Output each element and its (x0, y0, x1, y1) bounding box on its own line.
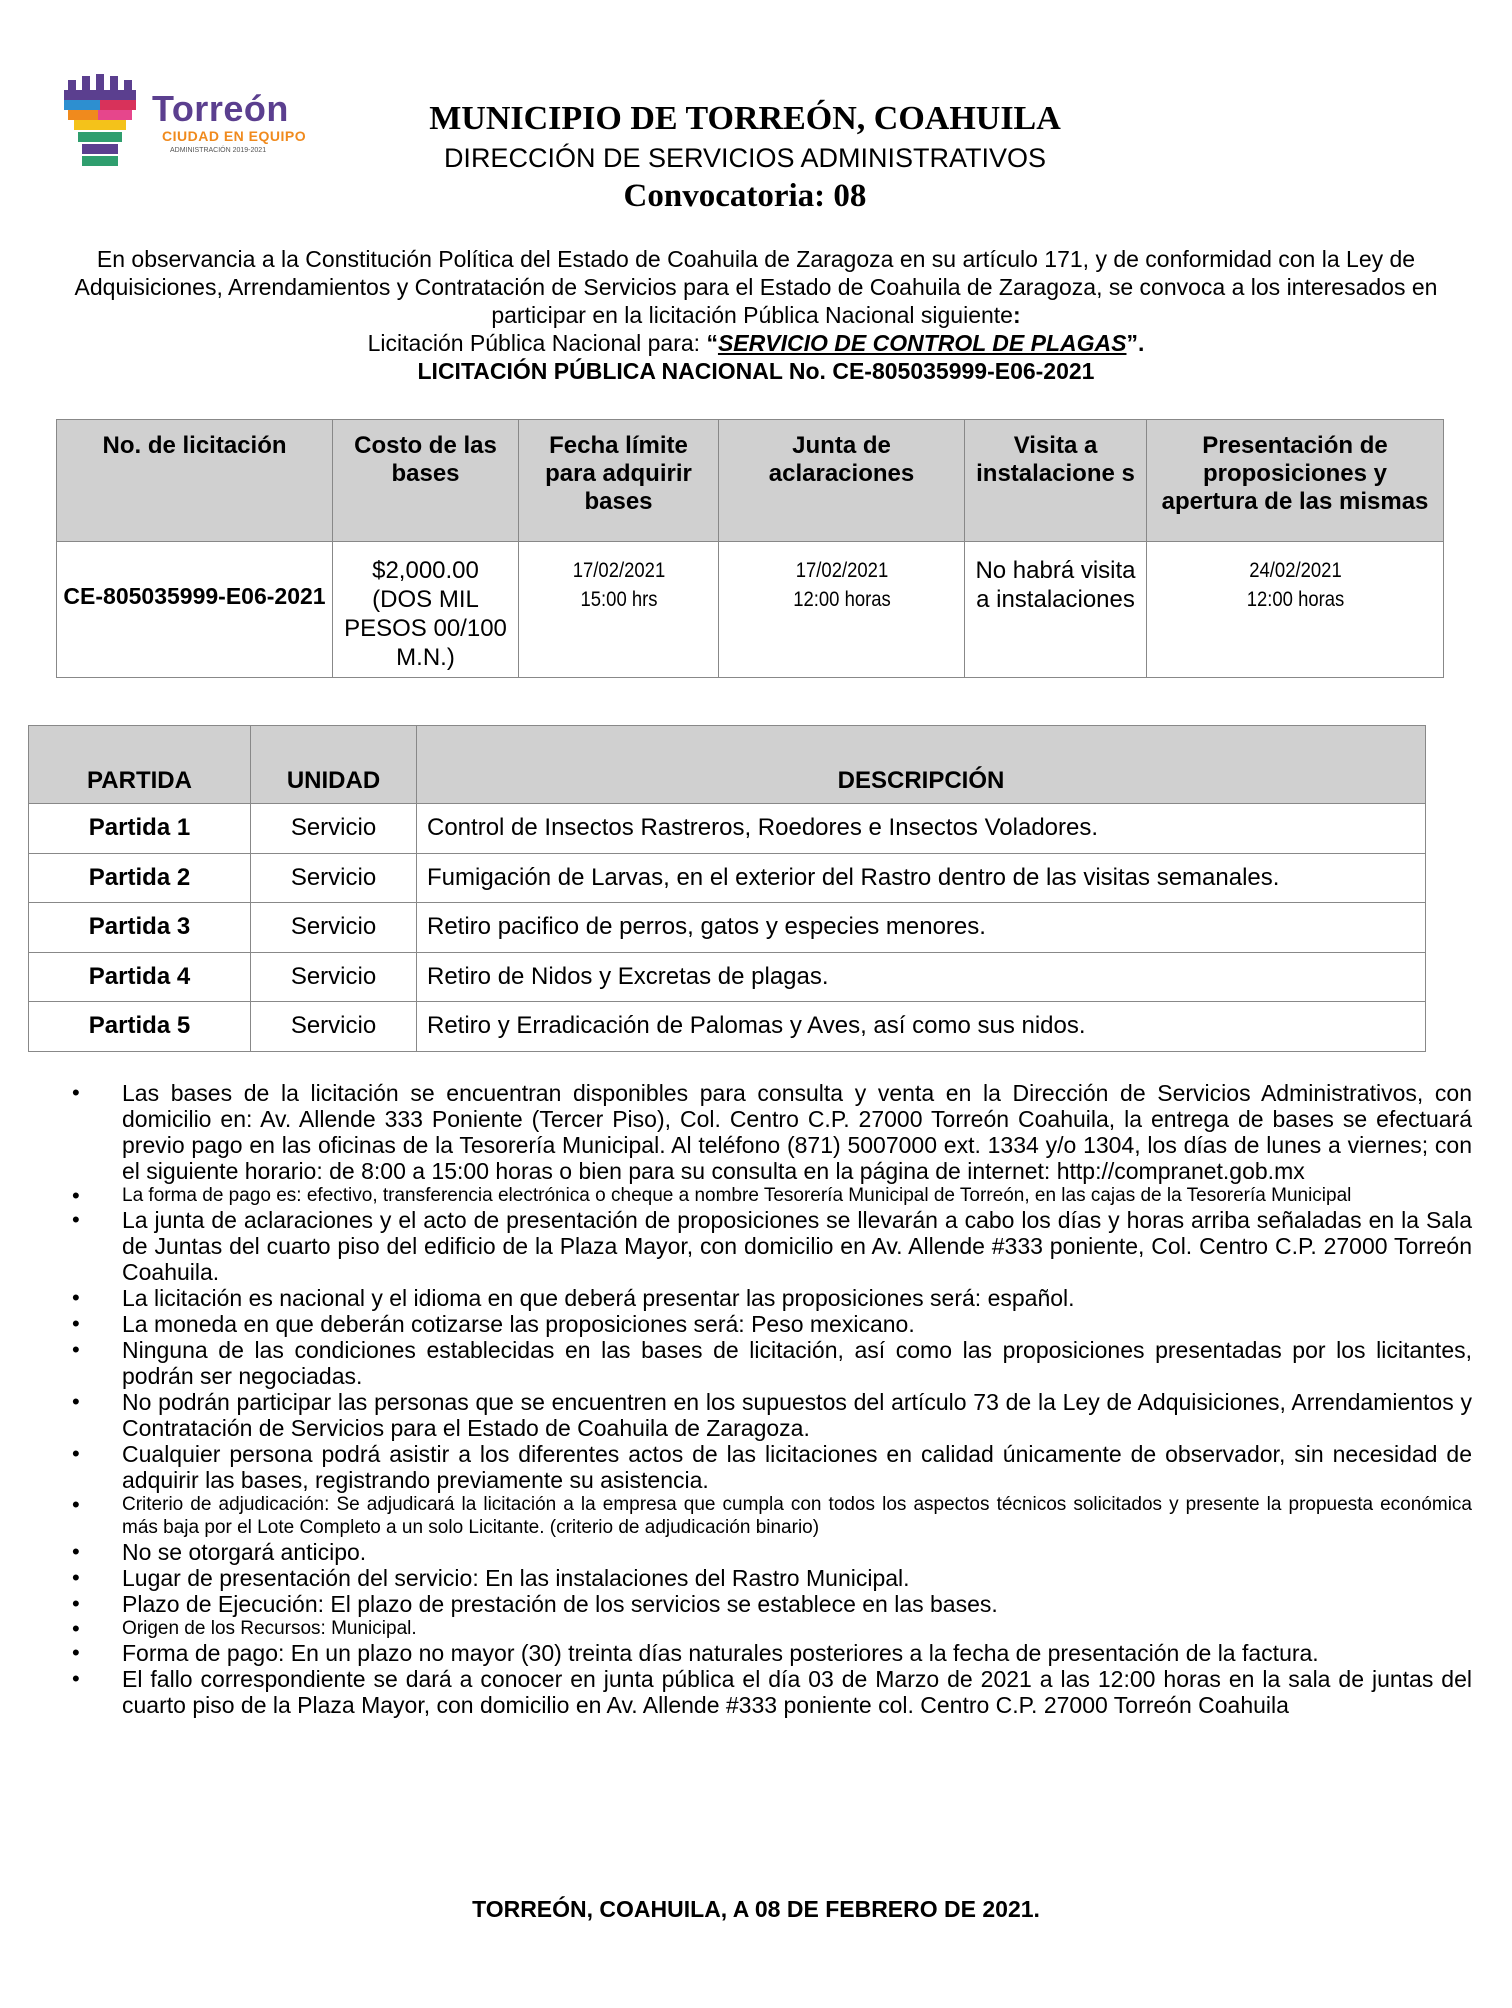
table-row (57, 542, 1444, 678)
header-presentacion: Presentación de proposiciones y apertura de las mismas (1147, 420, 1444, 542)
list-item: • La moneda en que deberán cotizarse las proposiciones será: Peso mexicano. (72, 1311, 1472, 1337)
torreon-logo (60, 70, 330, 180)
cell-numero: CE-805035999-E06-2021 (57, 542, 333, 678)
intro-colon: : (1012, 302, 1021, 328)
list-item: • Las bases de la licitación se encuentran disponibles para consulta y venta en la Dirección de Servicios Administrativos, con domicilio en: Av. Allende 333 Poniente (Tercer Piso), Col. Centro C.P. 27000 Torreón Coahuila, la entrega de bases se efectuará previo pago en las oficinas de la Tesorería Municipal. Al teléfono (871) 5007000 ext. 1334 y/o 1304, los días de lunes a viernes; con el siguiente horario: de 8:00 a 15:00 horas o bien para su consulta en la página de internet: http://compranet.gob.mx (72, 1080, 1472, 1184)
cell-junta (733, 542, 949, 678)
conditions-list (72, 1080, 1472, 1718)
table-row (29, 804, 1426, 854)
unidad-label: Servicio (251, 804, 417, 854)
descripcion-text: Control de Insectos Rastreros, Roedores e Insectos Voladores. (417, 804, 1426, 854)
fecha-limite-time: 15:00 hrs (579, 588, 658, 611)
document-title: MUNICIPIO DE TORREÓN, COAHUILA (429, 100, 1061, 137)
logo-name: Torreón (152, 88, 289, 129)
table-row (29, 952, 1426, 1002)
descripcion-text: Retiro de Nidos y Excretas de plagas. (417, 952, 1426, 1002)
descripcion-text: Retiro pacifico de perros, gatos y especies menores. (417, 903, 1426, 953)
header-unidad: UNIDAD (251, 726, 417, 804)
list-item: • Forma de pago: En un plazo no mayor (30) treinta días naturales posteriores a la fecha de presentación de la factura. (72, 1640, 1472, 1666)
list-item: • La junta de aclaraciones y el acto de presentación de proposiciones se llevarán a cabo los días y horas arriba señaladas en la Sala de Juntas del cuarto piso del edificio de la Plaza Mayor, con domicilio en Av. Allende #333 poniente, Col. Centro C.P. 27000 Torreón Coahuila. (72, 1207, 1472, 1285)
intro-block (28, 245, 1484, 385)
list-item: • La licitación es nacional y el idioma en que deberá presentar las proposiciones será: español. (72, 1285, 1472, 1311)
intro-paragraph-2: , se convoca a los interesados en participar en la licitación Pública Nacional siguiente (491, 274, 1438, 328)
document-subtitle: DIRECCIÓN DE SERVICIOS ADMINISTRATIVOS (443, 143, 1047, 173)
list-item: • No se otorgará anticipo. (72, 1539, 1472, 1565)
cell-fecha-limite (531, 542, 707, 678)
list-item: • Ninguna de las condiciones establecidas en las bases de licitación, así como las proposiciones presentadas por los licitantes, podrán ser negociadas. (72, 1337, 1472, 1389)
list-item: • El fallo correspondiente se dará a conocer en junta pública el día 03 de Marzo de 2021 a las 12:00 horas en la sala de juntas del cuarto piso de la Plaza Mayor, con domicilio en Av. Allende #333 poniente col. Centro C.P. 27000 Torreón Coahuila (72, 1666, 1472, 1718)
list-item: • Cualquier persona podrá asistir a los diferentes actos de las licitaciones en calidad únicamente de observador, sin necesidad de adquirir las bases, registrando previamente su asistencia. (72, 1441, 1472, 1493)
fecha-limite-date: 17/02/2021 (572, 559, 665, 582)
list-item: • No podrán participar las personas que se encuentren en los supuestos del artículo 73 de la Ley de Adquisiciones, Arrendamientos y Contratación de Servicios para el Estado de Coahuila de Zaragoza. (72, 1389, 1472, 1441)
header-visita: Visita a instalacione s (965, 420, 1147, 542)
footer-place-date: TORREÓN, COAHUILA, A 08 DE FEBRERO DE 2021. (472, 1896, 1040, 1922)
unidad-label: Servicio (251, 853, 417, 903)
descripcion-text: Retiro y Erradicación de Palomas y Aves, así como sus nidos. (417, 1002, 1426, 1052)
header-costo: Costo de las bases (333, 420, 519, 542)
partidas-table (28, 725, 1426, 1052)
table-header-row (57, 420, 1444, 542)
partida-label: Partida 4 (29, 952, 251, 1002)
descripcion-text: Fumigación de Larvas, en el exterior del Rastro dentro de las visitas semanales. (417, 853, 1426, 903)
partida-label: Partida 2 (29, 853, 251, 903)
header-fecha-limite: Fecha límite para adquirir bases (519, 420, 719, 542)
licitacion-details-table (56, 419, 1444, 678)
open-quote: “ (706, 330, 718, 356)
service-name: SERVICIO DE CONTROL DE PLAGAS (717, 330, 1127, 356)
presentacion-time: 12:00 horas (1246, 588, 1344, 611)
unidad-label: Servicio (251, 952, 417, 1002)
cell-presentacion (1164, 542, 1425, 678)
header-no-licitacion: No. de licitación (57, 420, 333, 542)
licitacion-prefix: Licitación Pública Nacional para: (367, 330, 707, 356)
unidad-label: Servicio (251, 903, 417, 953)
unidad-label: Servicio (251, 1002, 417, 1052)
presentacion-date: 24/02/2021 (1248, 559, 1342, 582)
intro-paragraph-1: En observancia a la Constitución Política del Estado de Coahuila de Zaragoza en su artículo 171, y de conformidad con la Ley de Adquisiciones, Arrendamientos y Contratación de Servicios para el Estado de Coahuila de Zaragoza (74, 246, 1416, 300)
header-junta: Junta de aclaraciones (719, 420, 965, 542)
header-descripcion: DESCRIPCIÓN (417, 726, 1426, 804)
list-item: • Lugar de presentación del servicio: En las instalaciones del Rastro Municipal. (72, 1565, 1472, 1591)
table-row (29, 1002, 1426, 1052)
logo-tagline: CIUDAD EN EQUIPO (162, 128, 307, 144)
junta-date: 17/02/2021 (795, 559, 888, 582)
table-row (29, 853, 1426, 903)
table-row (29, 903, 1426, 953)
cell-visita: No habrá visita a instalaciones (965, 542, 1147, 678)
junta-time: 12:00 horas (792, 588, 891, 611)
licitacion-number-heading: LICITACIÓN PÚBLICA NACIONAL No. CE-805035999-E06-2021 (417, 358, 1095, 384)
logo-admin: ADMINISTRACIÓN 2019-2021 (170, 147, 267, 154)
cell-costo: $2,000.00 (DOS MIL PESOS 00/100 M.N.) (333, 542, 519, 678)
list-item: • La forma de pago es: efectivo, transferencia electrónica o cheque a nombre Tesorería Municipal de Torreón, en las cajas de la Tesorería Municipal (72, 1184, 1472, 1207)
list-item: • Origen de los Recursos: Municipal. (72, 1617, 1472, 1640)
table-header-row (29, 726, 1426, 804)
close-quote: ”. (1126, 330, 1145, 356)
partida-label: Partida 5 (29, 1002, 251, 1052)
list-item: • Plazo de Ejecución: El plazo de prestación de los servicios se establece en las bases. (72, 1591, 1472, 1617)
convocatoria-number: Convocatoria: 08 (623, 178, 867, 214)
partida-label: Partida 1 (29, 804, 251, 854)
partida-label: Partida 3 (29, 903, 251, 953)
list-item: • Criterio de adjudicación: Se adjudicará la licitación a la empresa que cumpla con todos los aspectos técnicos solicitados y presente la propuesta económica más baja por el Lote Completo a un solo Licitante. (criterio de adjudicación binario) (72, 1493, 1472, 1539)
header-partida: PARTIDA (29, 726, 251, 804)
